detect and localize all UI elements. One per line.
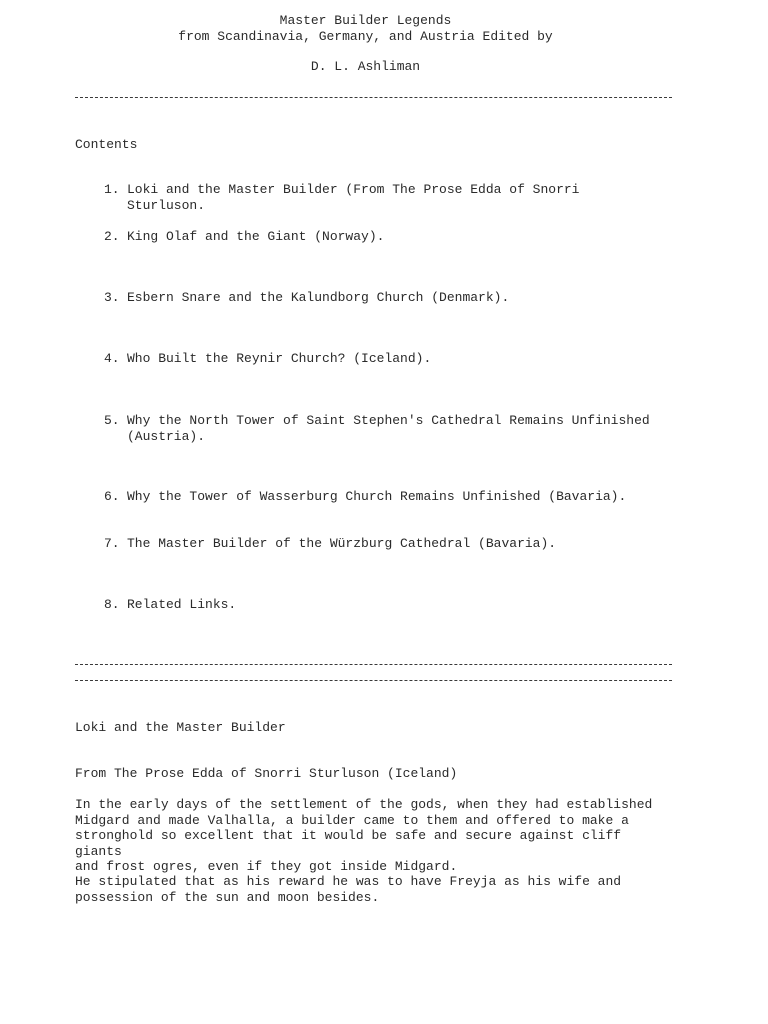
toc-number: 2. (104, 229, 120, 244)
toc-link-text[interactable]: Related Links. (127, 597, 237, 612)
document-author: D. L. Ashliman (310, 59, 421, 74)
toc-item-2[interactable] (104, 229, 664, 245)
toc-link-text[interactable]: King Olaf and the Giant (Norway). (127, 229, 385, 244)
story-source: From The Prose Edda of Snorri Sturluson (Iceland) (75, 766, 458, 781)
toc-number: 7. (104, 536, 120, 551)
toc-number: 1. (104, 182, 120, 197)
toc-item-4[interactable] (104, 351, 664, 367)
toc-number: 6. (104, 489, 120, 504)
toc-item-6[interactable] (104, 489, 664, 505)
separator-rule (75, 97, 672, 98)
toc-number: 5. (104, 413, 120, 428)
toc-item-1[interactable] (104, 182, 664, 213)
toc-link-text[interactable]: Why the North Tower of Saint Stephen's Cathedral Remains Unfinished (Austria). (127, 413, 650, 444)
toc-link-text[interactable]: Esbern Snare and the Kalundborg Church (Denmark). (127, 290, 510, 305)
separator-rule (75, 664, 672, 665)
toc-link-text[interactable]: Why the Tower of Wasserburg Church Remains Unfinished (Bavaria). (127, 489, 627, 504)
document-subtitle: from Scandinavia, Germany, and Austria Edited by (178, 29, 553, 44)
story-paragraph: He stipulated that as his reward he was to have Freyja as his wife and possession of the sun and moon besides. (75, 874, 622, 905)
document-title: Master Builder Legends (279, 13, 452, 28)
story-title: Loki and the Master Builder (75, 720, 286, 735)
toc-item-7[interactable] (104, 536, 664, 552)
separator-rule (75, 680, 672, 681)
toc-link-text[interactable]: Loki and the Master Builder (From The Prose Edda of Snorri Sturluson. (127, 182, 580, 213)
toc-number: 3. (104, 290, 120, 305)
story-paragraph: In the early days of the settlement of the gods, when they had established Midgard and made Valhalla, a builder came to them and offered to make a stronghold so excellent that it would be safe and secure against cliff giants and frost ogres, even if they got inside Midgard. (75, 797, 653, 874)
toc-link-text[interactable]: The Master Builder of the Würzburg Cathedral (Bavaria). (127, 536, 557, 551)
toc-number: 8. (104, 597, 120, 612)
toc-link-text[interactable]: Who Built the Reynir Church? (Iceland). (127, 351, 432, 366)
toc-item-8[interactable] (104, 597, 664, 613)
toc-number: 4. (104, 351, 120, 366)
toc-item-3[interactable] (104, 290, 664, 306)
contents-heading: Contents (75, 137, 138, 152)
toc-item-5[interactable] (104, 413, 664, 444)
